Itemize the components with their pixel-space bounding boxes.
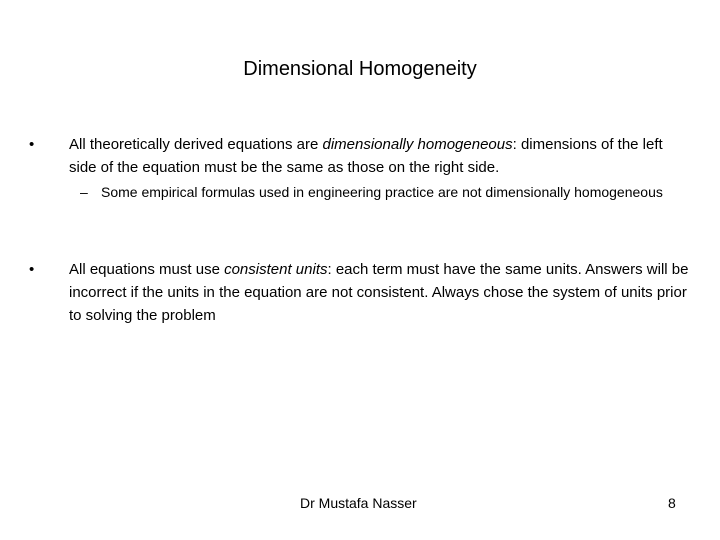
bullet-text (69, 133, 689, 179)
slide-title: Dimensional Homogeneity (243, 58, 477, 80)
bullet-text-emphasis: consistent units (224, 261, 328, 278)
bullet-marker: • (29, 136, 35, 153)
bullet-text-part: All equations must use (69, 261, 225, 278)
bullet-text-part: : dimensions of the left side of the equation must be the same as those on the right side. (69, 136, 663, 176)
bullet-text-emphasis: dimensionally homogeneous (322, 136, 513, 153)
bullet-text-part: : each term must have the same units. Answers will be incorrect if the units in the equation are not consistent. Always chose the system of units prior to solving the problem (69, 261, 689, 324)
bullet-text (69, 258, 689, 327)
page-number: 8 (668, 495, 676, 511)
footer-author: Dr Mustafa Nasser (300, 495, 417, 511)
bullet-text-part: All theoretically derived equations are (69, 136, 323, 153)
bullet-marker: • (29, 261, 35, 278)
sub-bullet-marker: – (80, 184, 88, 200)
sub-bullet-text: Some empirical formulas used in engineering practice are not dimensionally homogeneous (101, 184, 663, 200)
